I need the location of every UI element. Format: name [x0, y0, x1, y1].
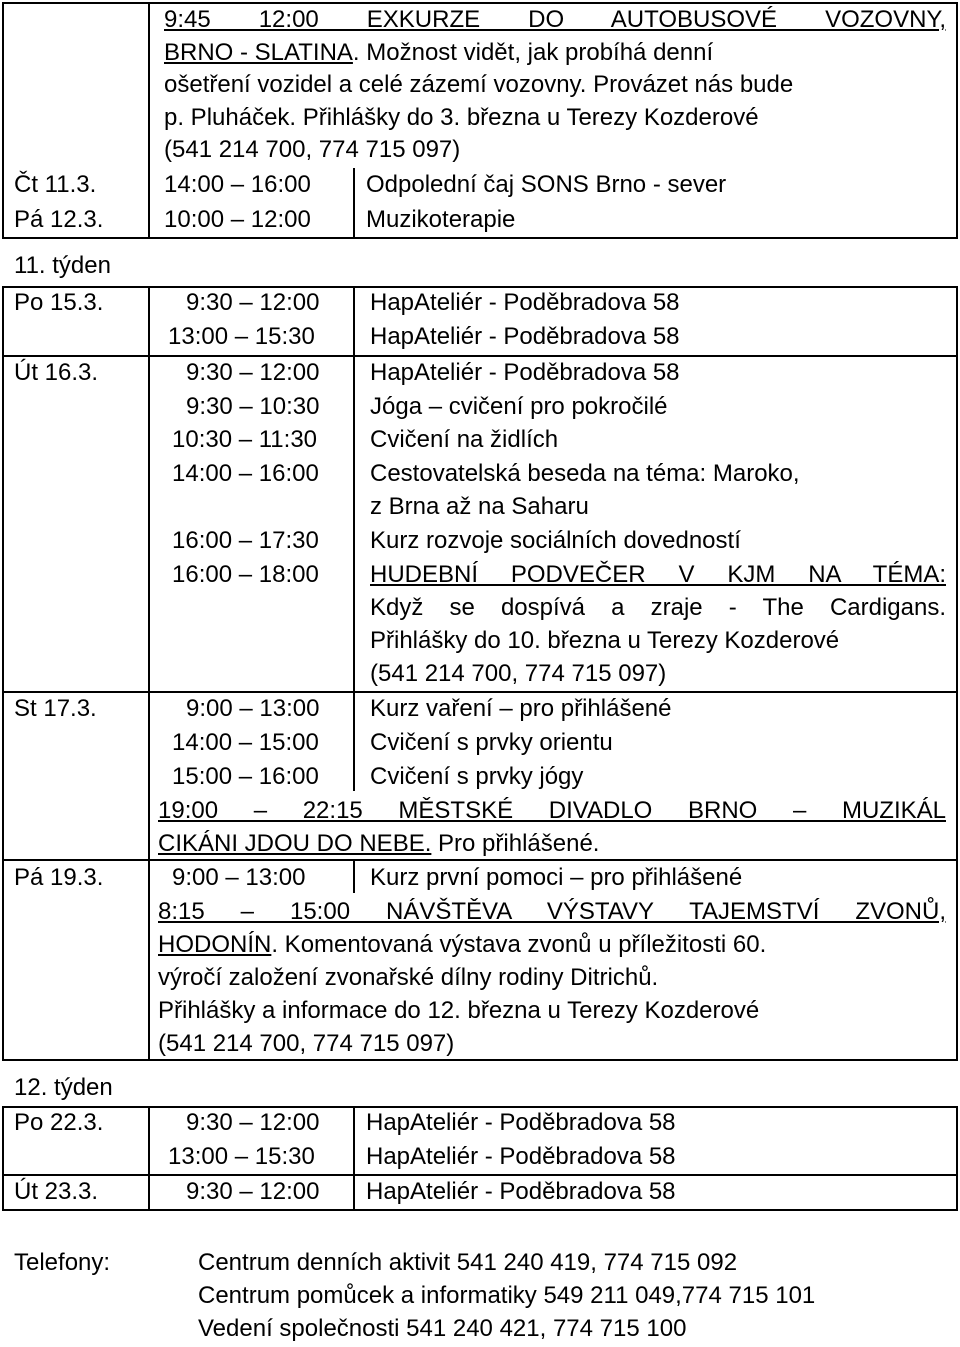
- event-tue-23-3-1: HapAteliér - Poděbradova 58: [366, 1178, 676, 1205]
- table1-border-left: [2, 2, 4, 239]
- table2-row-divider-tue: [2, 691, 958, 693]
- time-wed-17-3-3: 15:00 – 16:00: [172, 763, 319, 790]
- table1-border-right: [956, 2, 958, 239]
- day-tue-23-3: Út 23.3.: [14, 1178, 99, 1205]
- phone-vedeni-spolecnosti: Vedení společnosti 541 240 421, 774 715 100: [198, 1315, 687, 1342]
- event-tue-16-3-6-line-3: Přihlášky do 10. března u Terezy Kozderové: [370, 627, 840, 654]
- time-tue-16-3-2: 9:30 – 10:30: [186, 393, 320, 420]
- table2-col1-seg-wed: [148, 691, 150, 860]
- event-mon-22-3-2: HapAteliér - Poděbradova 58: [366, 1143, 676, 1170]
- week-12-heading: 12. týden: [14, 1074, 113, 1101]
- event-wed-17-3-divadlo-line-2: CIKÁNI JDOU DO NEBE. Pro přihlášené.: [158, 830, 600, 857]
- event-tue-16-3-6-line-2: Když se dospívá a zraje - The Cardigans.: [370, 594, 946, 621]
- phone-centrum-dennich-aktivit: Centrum denních aktivit 541 240 419, 774 715 092: [198, 1249, 738, 1276]
- table1-border-top: [2, 2, 958, 4]
- exkurze-line-3: ošetření vozidel a celé zázemí vozovny. Provázet nás bude: [164, 71, 794, 98]
- time-fri-19-3-1: 9:00 – 13:00: [172, 864, 306, 891]
- time-thu-11-3: 14:00 – 16:00: [164, 171, 311, 198]
- time-tue-16-3-3: 10:30 – 11:30: [172, 426, 318, 453]
- event-mon-15-3-1: HapAteliér - Poděbradova 58: [370, 289, 680, 316]
- event-fri-19-3-zvony-line-4: Přihlášky a informace do 12. března u Terezy Kozderové: [158, 997, 760, 1024]
- exkurze-line-5: (541 214 700, 774 715 097): [164, 136, 461, 163]
- time-tue-23-3-1: 9:30 – 12:00: [186, 1178, 320, 1205]
- time-tue-16-3-4: 14:00 – 16:00: [172, 460, 319, 487]
- day-wed-17-3: St 17.3.: [14, 695, 97, 722]
- event-tue-16-3-4-line-1: Cestovatelská beseda na téma: Maroko,: [370, 460, 800, 487]
- table2-col2-seg-mon: [353, 286, 355, 356]
- event-fri-19-3-zvony-line-1: 8:15 – 15:00 NÁVŠTĚVA VÝSTAVY TAJEMSTVÍ ZVONŮ,: [158, 898, 946, 925]
- table1-border-bottom: [2, 237, 958, 239]
- table2-col1-seg-tue: [148, 355, 150, 692]
- table2-col2-seg-fri: [353, 859, 355, 893]
- time-tue-16-3-1: 9:30 – 12:00: [186, 359, 320, 386]
- day-fri-19-3: Pá 19.3.: [14, 864, 104, 891]
- event-wed-17-3-3: Cvičení s prvky jógy: [370, 763, 584, 790]
- table3-col-divider-2: [353, 1106, 355, 1211]
- table2-row-divider-mon: [2, 355, 958, 357]
- table2-border-right: [956, 286, 958, 1061]
- table3-border-right: [956, 1106, 958, 1211]
- day-tue-16-3: Út 16.3.: [14, 359, 99, 386]
- table3-border-bottom: [2, 1209, 958, 1211]
- event-mon-22-3-1: HapAteliér - Poděbradova 58: [366, 1109, 676, 1136]
- event-tue-16-3-5: Kurz rozvoje sociálních dovedností: [370, 527, 741, 554]
- day-mon-15-3: Po 15.3.: [14, 289, 104, 316]
- phone-centrum-pomucek: Centrum pomůcek a informatiky 549 211 049,774 715 101: [198, 1282, 816, 1309]
- time-wed-17-3-2: 14:00 – 15:00: [172, 729, 319, 756]
- table1-col-divider-1: [148, 2, 150, 239]
- table2-col2-seg-wed: [353, 691, 355, 791]
- time-mon-22-3-2: 13:00 – 15:30: [168, 1143, 315, 1170]
- exkurze-line-2: BRNO - SLATINA. Možnost vidět, jak probíhá denní: [164, 39, 714, 66]
- event-wed-17-3-divadlo-line-1: 19:00 – 22:15 MĚSTSKÉ DIVADLO BRNO – MUZIKÁL: [158, 797, 946, 824]
- table2-border-bottom: [2, 1059, 958, 1061]
- time-tue-16-3-6: 16:00 – 18:00: [172, 561, 319, 588]
- event-fri-19-3-1: Kurz první pomoci – pro přihlášené: [370, 864, 743, 891]
- exkurze-line-4: p. Pluháček. Přihlášky do 3. března u Terezy Kozderové: [164, 104, 759, 131]
- table2-col1-seg-fri: [148, 859, 150, 1061]
- time-fri-12-3: 10:00 – 12:00: [164, 206, 311, 233]
- day-mon-22-3: Po 22.3.: [14, 1109, 104, 1136]
- day-thu-11-3: Čt 11.3.: [14, 171, 97, 198]
- table3-border-left: [2, 1106, 4, 1211]
- event-tue-16-3-4-line-2: z Brna až na Saharu: [370, 493, 589, 520]
- time-tue-16-3-5: 16:00 – 17:30: [172, 527, 319, 554]
- time-mon-15-3-1: 9:30 – 12:00: [186, 289, 320, 316]
- event-mon-15-3-2: HapAteliér - Poděbradova 58: [370, 323, 680, 350]
- exkurze-line-1: 9:45 12:00 EXKURZE DO AUTOBUSOVÉ VOZOVNY,: [164, 6, 946, 33]
- week-11-heading: 11. týden: [14, 252, 111, 279]
- event-fri-19-3-zvony-line-2: HODONÍN. Komentovaná výstava zvonů u příležitosti 60.: [158, 931, 767, 958]
- time-mon-15-3-2: 13:00 – 15:30: [168, 323, 315, 350]
- event-tue-16-3-3: Cvičení na židlích: [370, 426, 559, 453]
- table2-col1-seg-mon: [148, 286, 150, 356]
- day-fri-12-3: Pá 12.3.: [14, 206, 104, 233]
- event-fri-12-3: Muzikoterapie: [366, 206, 516, 233]
- table2-border-left: [2, 286, 4, 1061]
- table3-row-divider-mon: [2, 1174, 958, 1176]
- event-tue-16-3-2: Jóga – cvičení pro pokročilé: [370, 393, 668, 420]
- time-mon-22-3-1: 9:30 – 12:00: [186, 1109, 320, 1136]
- event-wed-17-3-2: Cvičení s prvky orientu: [370, 729, 613, 756]
- event-thu-11-3: Odpolední čaj SONS Brno - sever: [366, 171, 727, 198]
- event-fri-19-3-zvony-line-5: (541 214 700, 774 715 097): [158, 1030, 455, 1057]
- table2-col2-seg-tue: [353, 355, 355, 692]
- event-fri-19-3-zvony-line-3: výročí založení zvonařské dílny rodiny Ditrichů.: [158, 964, 659, 991]
- event-tue-16-3-6-line-1: HUDEBNÍ PODVEČER V KJM NA TÉMA:: [370, 561, 946, 588]
- event-wed-17-3-1: Kurz vaření – pro přihlášené: [370, 695, 672, 722]
- event-tue-16-3-1: HapAteliér - Poděbradova 58: [370, 359, 680, 386]
- time-wed-17-3-1: 9:00 – 13:00: [186, 695, 320, 722]
- table1-col-divider-2: [353, 168, 355, 239]
- table3-col-divider-1: [148, 1106, 150, 1211]
- phones-label: Telefony:: [14, 1249, 111, 1276]
- event-tue-16-3-6-line-4: (541 214 700, 774 715 097): [370, 660, 667, 687]
- table2-row-divider-wed: [2, 859, 958, 861]
